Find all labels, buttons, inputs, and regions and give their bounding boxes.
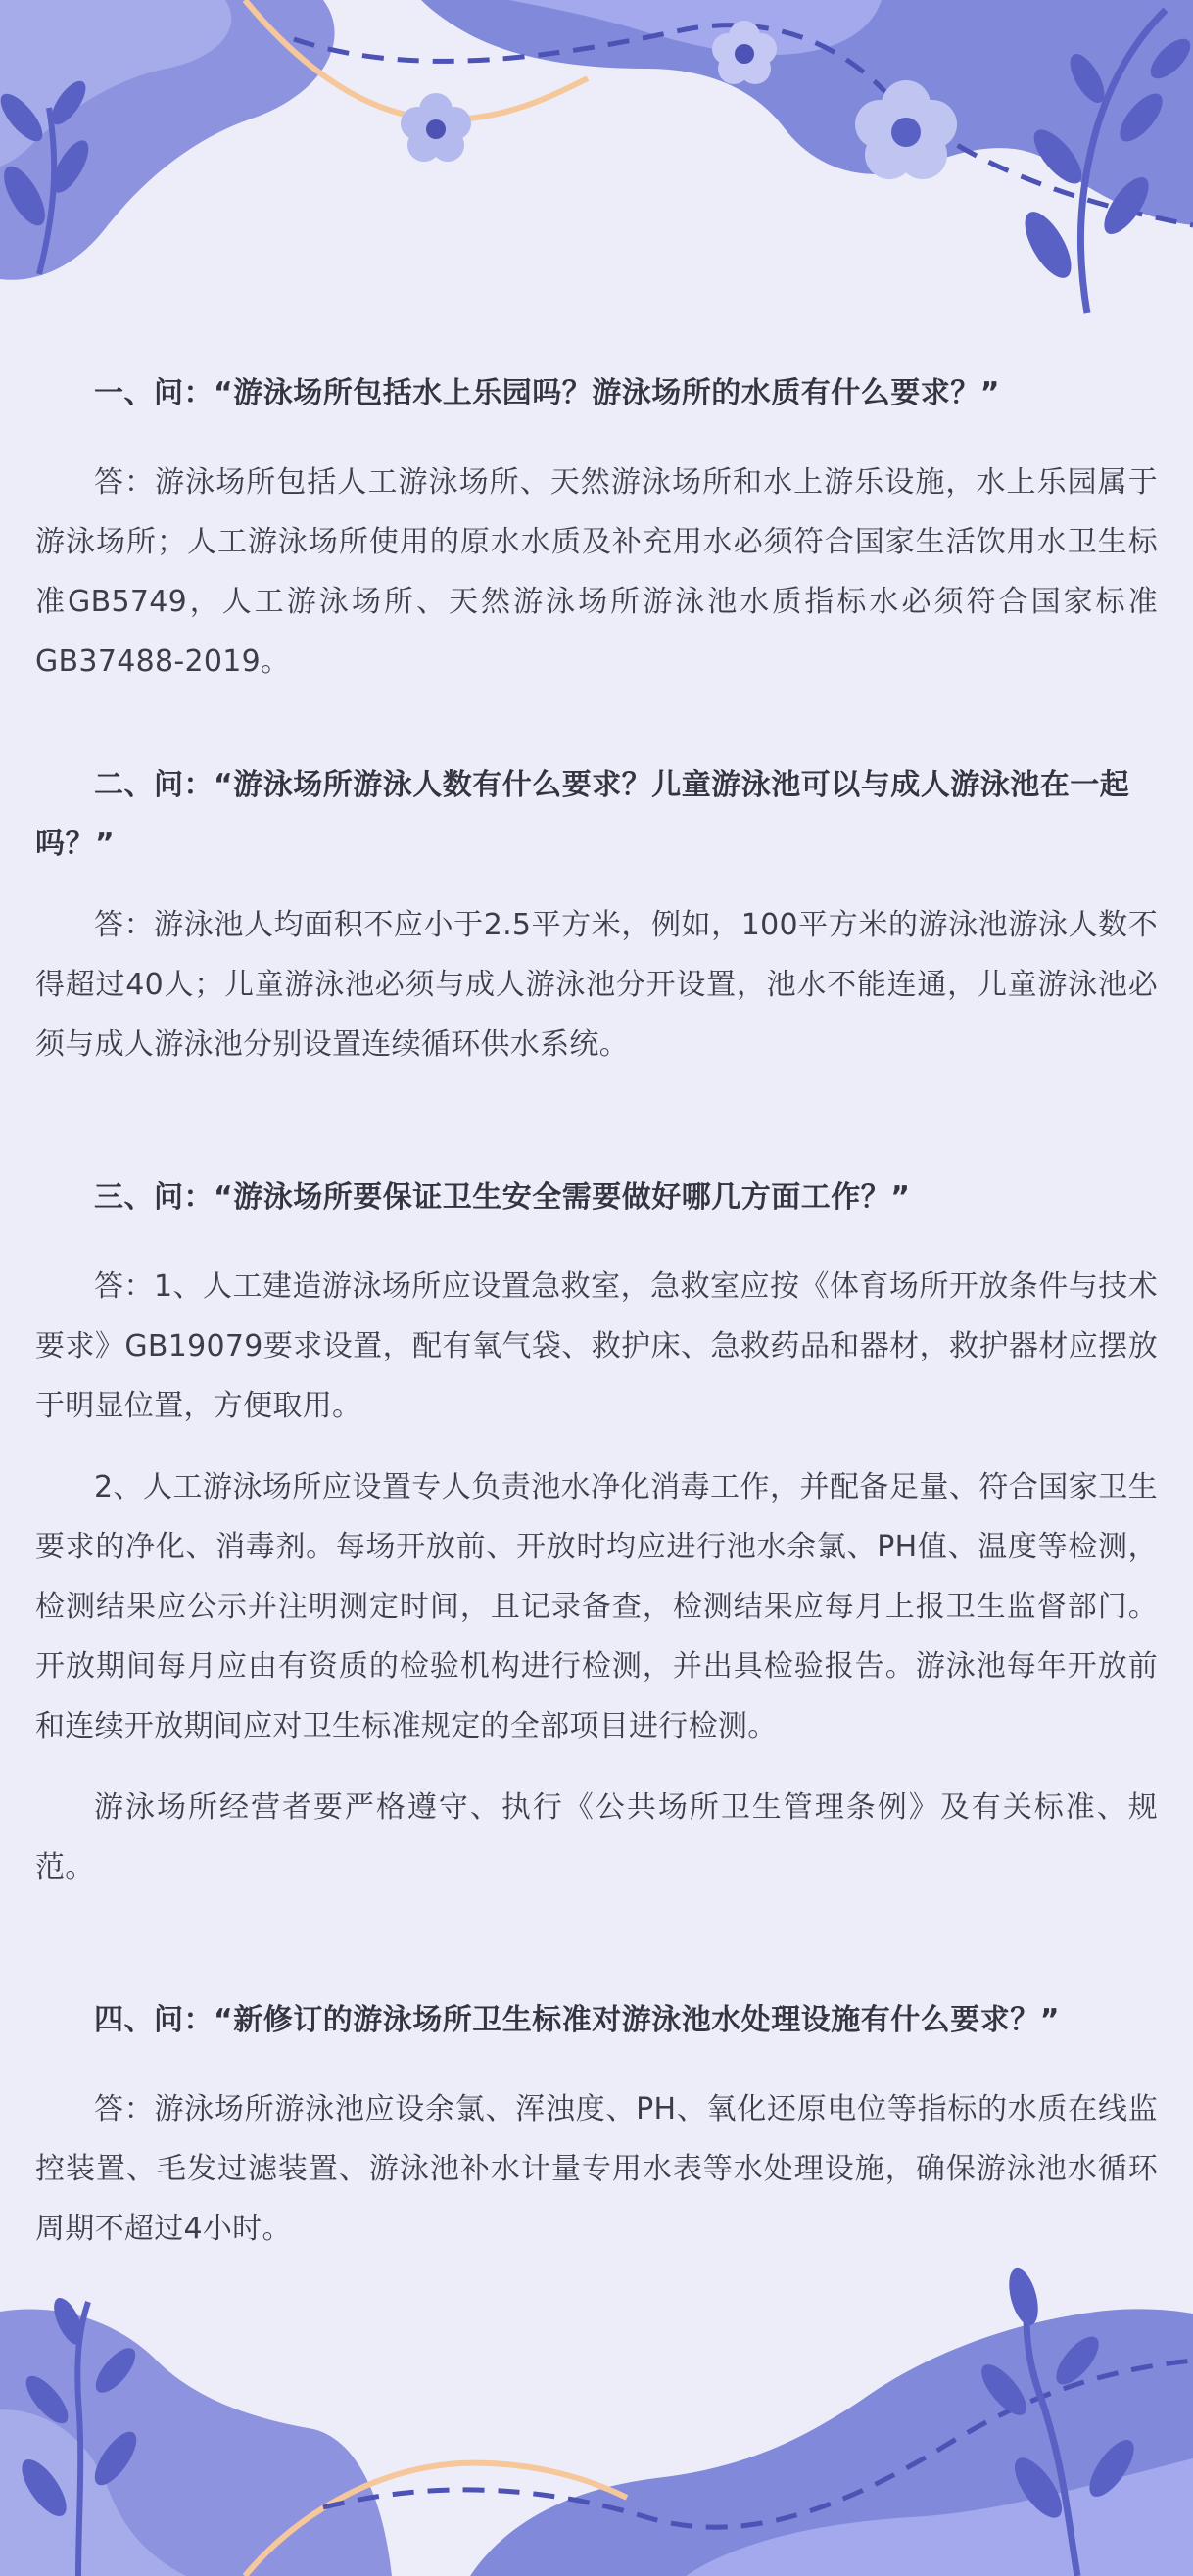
answer-3-1: 答：1、人工建造游泳场所应设置急救室，急救室应按《体育场所开放条件与技术要求》GB19079要求设置，配有氧气袋、救护床、急救药品和器材，救护器材应摆放于明显位置，方便取用。 [35,1269,1158,1423]
orange-line-top [245,0,588,119]
answer-2: 答：游泳池人均面积不应小于2.5平方米，例如，100平方米的游泳池游泳人数不得超过40人；儿童游泳池必须与成人游泳池分开设置，池水不能连通，儿童游泳池必须与成人游泳池分别设置连续循环供水系统。 [35,908,1158,1062]
qa-section-3 [35,1169,1158,1897]
bottom-decoration [0,2243,1193,2576]
leaf-icon-bottom-left [14,2294,144,2576]
flower-icon-1 [401,93,471,162]
orange-line-bottom [245,2463,627,2576]
flower-icon-2 [712,21,777,84]
top-decoration [0,0,1193,333]
wave-blob-top-left [0,0,335,280]
answer-1: 答：游泳场所包括人工游泳场所、天然游泳场所和水上游乐设施，水上乐园属于游泳场所；人工游泳场所使用的原水水质及补充用水必须符合国家生活饮用水卫生标准GB5749，人工游泳场所、天然游泳场所游泳池水质指标水必须符合国家标准GB37488-2019。 [35,465,1158,679]
question-4: 四、问：“新修订的游泳场所卫生标准对游泳池水处理设施有什么要求？” [94,2003,1060,2037]
wave-blob-bottom-right-light [686,2458,1193,2576]
leaf-icon-bottom-right [974,2266,1141,2576]
answer-3-3: 游泳场所经营者要严格遵守、执行《公共场所卫生管理条例》及有关标准、规范。 [35,1790,1158,1884]
dash-line-bottom [323,2361,1193,2527]
answer-4: 答：游泳场所游泳池应设余氯、浑浊度、PH、氧化还原电位等指标的水质在线监控装置、毛发过滤装置、游泳池补水计量专用水表等水处理设施，确保游泳池水循环周期不超过4小时。 [35,2092,1158,2246]
wave-blob-bottom-right [470,2309,1193,2576]
answer-3-2: 2、人工游泳场所应设置专人负责池水净化消毒工作，并配备足量、符合国家卫生要求的净化、消毒剂。每场开放前、开放时均应进行池水余氯、PH值、温度等检测，检测结果应公示并注明测定时间，且记录备查，检测结果应每月上报卫生监督部门。开放期间每月应由有资质的检验机构进行检测，并出具检验报告。游泳池每年开放前和连续开放期间应对卫生标准规定的全部项目进行检测。 [35,1470,1158,1743]
wave-blob-top-right-light [509,0,882,55]
flower-icon-3 [855,80,957,179]
wave-blob-top-right [421,0,1193,225]
qa-section-4 [35,1991,1158,2259]
question-1: 一、问：“游泳场所包括水上乐园吗？游泳场所的水质有什么要求？” [94,376,1000,410]
dash-line-top [294,25,1193,225]
article-content [35,364,1158,2259]
wave-blob-bottom-left [0,2309,392,2576]
leaf-icon-right [1016,10,1193,313]
wave-blob-bottom-left-light [0,2409,186,2576]
wave-blob-top-left-light [0,0,231,167]
leaf-icon-left [0,75,95,274]
qa-section-1 [35,364,1158,692]
question-3: 三、问：“游泳场所要保证卫生安全需要做好哪几方面工作？” [94,1180,911,1215]
question-2: 二、问：“游泳场所游泳人数有什么要求？儿童游泳池可以与成人游泳池在一起吗？” [35,768,1130,861]
qa-section-2 [35,756,1158,1074]
